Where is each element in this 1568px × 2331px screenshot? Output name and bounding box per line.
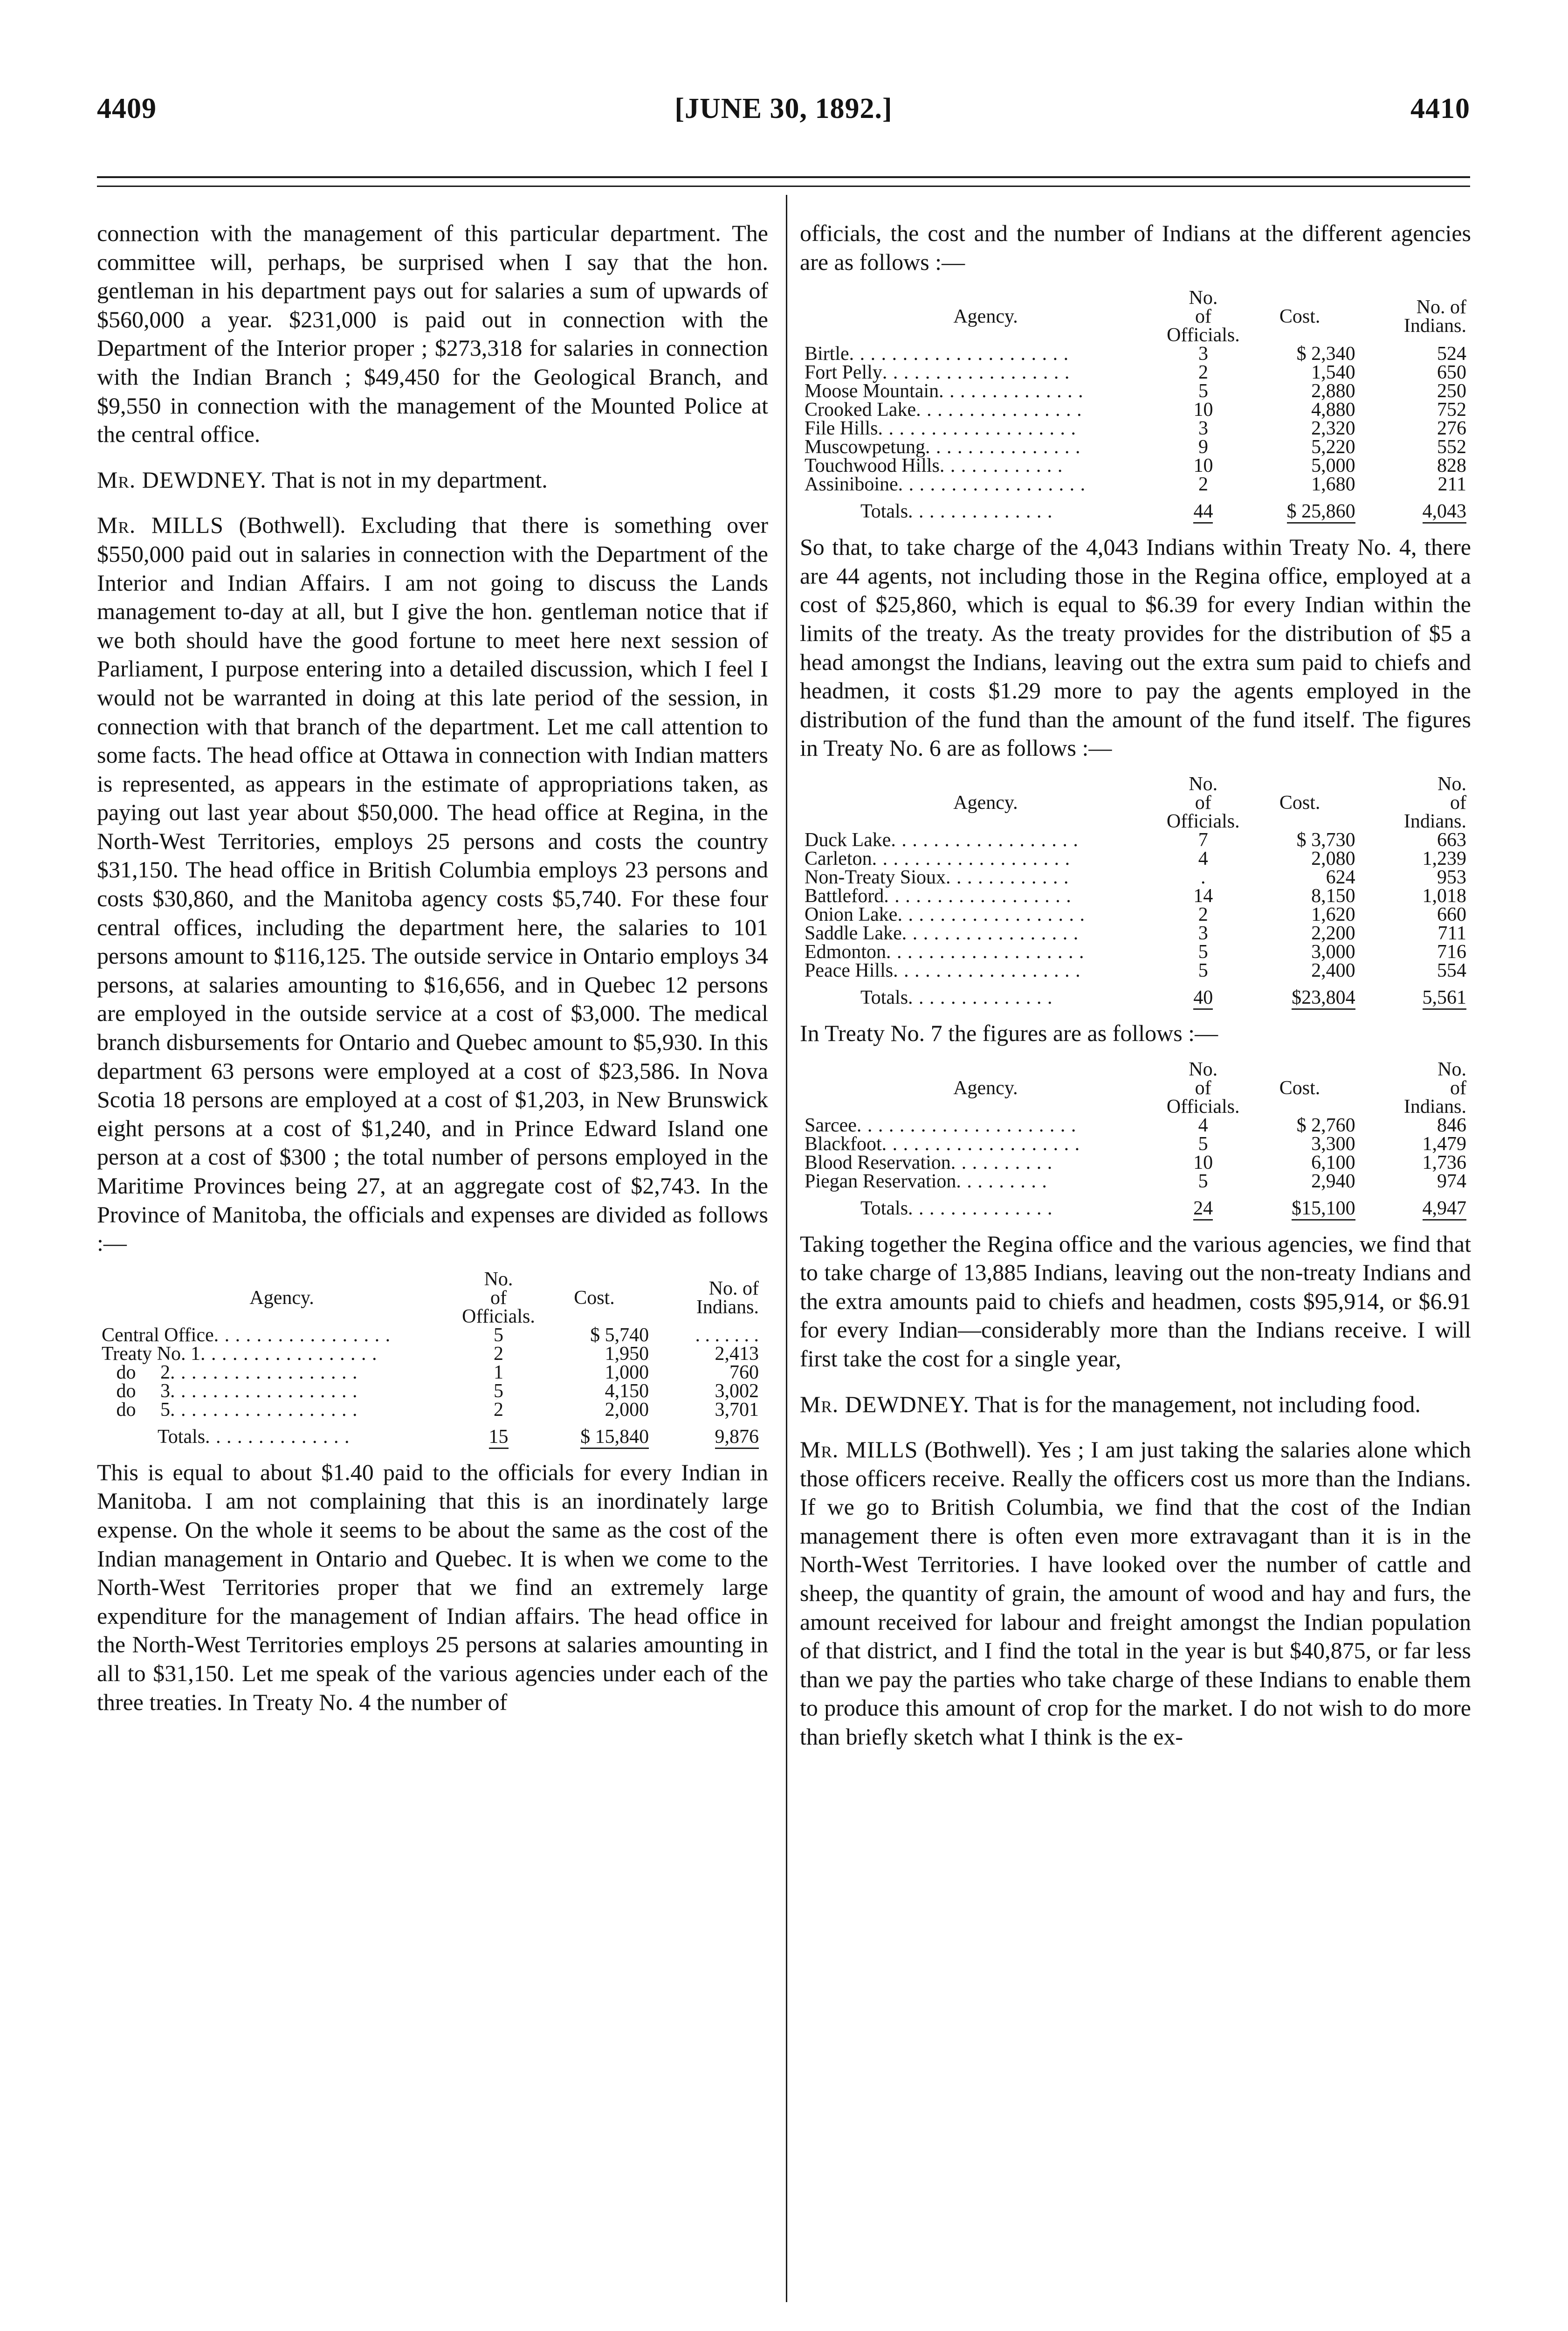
cost-cell: 2,200: [1311, 922, 1355, 944]
officials-cell: 14: [1193, 885, 1213, 907]
totals-cost-value: $15,100: [1292, 1198, 1355, 1221]
officials-cell: 1: [494, 1361, 503, 1383]
indians-cell: 276: [1437, 418, 1466, 440]
officials-cell: 5: [1198, 959, 1208, 981]
agency-name: Assiniboine: [805, 474, 898, 496]
agency-name: Saddle Lake: [805, 922, 902, 944]
indians-cell: 752: [1437, 399, 1466, 421]
dot-leader: . . . . . . . . . . . . . . . . . .: [882, 362, 1070, 384]
agency-name: Blackfoot: [805, 1133, 882, 1155]
treaty7-table: [805, 1060, 1466, 1218]
officials-cell: 3: [1198, 418, 1208, 440]
speaker-name: Mr. DEWDNEY.: [97, 466, 267, 493]
paragraph: connection with the management of this particular department. The committee will, perhaps, be surprised when I say that the hon. gentleman in his department pays out for salaries a sum of upwards of $560,000 a year. $231,000 is paid out in connection with the Department of the Interior proper ; $273,318 for salaries in connection with the Indian Branch ; $49,450 for the Geological Branch, and $9,550 in connection with the management of the Mounted Police at the central office.: [97, 220, 768, 448]
totals-label-cell: [805, 980, 1167, 1007]
agency-cell: [102, 1400, 462, 1419]
totals-officials-value: 24: [1193, 1198, 1213, 1221]
agency-name: Central Office: [102, 1324, 214, 1346]
totals-cost-value: $23,804: [1292, 987, 1355, 1010]
agency-name: Edmonton: [805, 941, 886, 963]
officials-cell: 3: [1198, 343, 1208, 365]
agency-cell: [805, 1172, 1167, 1191]
col-cost: Cost.: [1279, 306, 1320, 328]
agency-name: do 3: [102, 1380, 170, 1402]
agency-cell: [805, 400, 1167, 419]
table-row: [102, 1345, 759, 1363]
paragraph: In Treaty No. 7 the figures are as follows :—: [800, 1020, 1218, 1046]
dot-leader: . . . . . . . . . . . . . . .: [925, 436, 1081, 458]
col-cost: Cost.: [574, 1287, 615, 1309]
cost-cell: 2,940: [1311, 1170, 1355, 1192]
dot-leader: . . . . . . . . . . . . . .: [908, 986, 1053, 1008]
cost-cell: 8,150: [1311, 885, 1355, 907]
totals-indians-value: 4,947: [1423, 1198, 1467, 1221]
totals-indians: [1360, 980, 1466, 1007]
officials-cell: 5: [1198, 941, 1208, 963]
agency-cell: [805, 1116, 1167, 1135]
agency-cell: [102, 1326, 462, 1345]
table-row: [102, 1400, 759, 1419]
indians-cell: 211: [1437, 474, 1466, 496]
indians-cell: 711: [1437, 922, 1466, 944]
totals-cost-value: $ 15,840: [580, 1426, 649, 1449]
dot-leader: . . . . . . . . . . . . . . . . .: [213, 1324, 391, 1346]
cost-cell: 3,000: [1311, 941, 1355, 963]
officials-cell: 5: [494, 1380, 503, 1402]
totals-label: Totals: [860, 1197, 908, 1219]
dot-leader: . . . . . . . . . . . . . . . . . .: [170, 1399, 358, 1421]
officials-cell: 4: [1198, 1114, 1208, 1136]
indians-cell: 552: [1437, 436, 1466, 458]
indians-cell: 1,018: [1422, 885, 1466, 907]
totals-row: [805, 1191, 1466, 1218]
agency-cell: [805, 868, 1167, 887]
dot-leader: . . . . . . . . . . . . . . . . . .: [893, 959, 1081, 981]
dot-leader: . . . . . . . . . . . . . . . . . .: [897, 903, 1085, 925]
dot-leader: . . . . . . . . . . . .: [939, 455, 1063, 477]
dot-leader: . . . . . . . . . . . . . . . . .: [901, 922, 1079, 944]
cost-cell: 2,320: [1311, 418, 1355, 440]
officials-cell: 5: [1198, 380, 1208, 402]
indians-cell: 3,701: [715, 1399, 759, 1421]
totals-label: Totals: [158, 1426, 206, 1448]
table-row: [805, 887, 1466, 905]
speech-text: (Bothwell). Excluding that there is something over $550,000 paid out in salaries in connection with the Department of the Interior and Indian Affairs. I am not going to discuss the Lands management to-day at all, but I give the hon. gentleman notice that if we both should have the good fortune to meet here next session of Parliament, I purpose entering into a detailed discussion, which I feel I would not be warranted in doing at this late period of the session, in connection with that branch of the department. Let me call attention to some facts. The head office at Ottawa in connection with Indian matters is represented, as appears in the estimate of appropriations taken, as paying out last year about $50,000. The head office at Regina, in the North-West Territories, employs 25 persons and costs the country $31,150. The head office in British Columbia employs 23 persons and costs $30,860, and the Manitoba agency costs $5,740. For these four central offices, including the department here, the salaries to 101 persons amount to $116,125. The outside service in Ontario employs 34 persons, at salaries amounting to $16,656, and in Quebec 12 persons are employed in the outside service at a cost of $3,000. The medical branch disbursements for Ontario and Quebec amount to $5,930. In this department 63 persons were employed at a cost of $23,586. In Nova Scotia 18 persons are employed at a cost of $1,203, in New Brunswick eight persons at a cost of $1,240, and in Prince Edward Island one person at a cost of $300 ; the total number of persons employed in the Maritime Provinces being 27, at an aggregate cost of $2,743. In the Province of Manitoba, the officials and expenses are divided as follows :—: [97, 512, 768, 1256]
page-header: [97, 83, 1470, 139]
agency-name: Piegan Reservation: [805, 1170, 956, 1192]
col-cost: Cost.: [1279, 1077, 1320, 1099]
indians-cell: 2,413: [715, 1343, 759, 1365]
dot-leader: . . . . . . . . . . . . . . . . .: [200, 1343, 378, 1365]
officials-cell: 2: [1198, 474, 1208, 496]
totals-indians: [653, 1419, 759, 1446]
table-row: [805, 831, 1466, 849]
col-indians: No. of Indians.: [696, 1277, 759, 1318]
totals-indians-value: 5,561: [1423, 987, 1467, 1010]
agency-cell: [805, 1135, 1167, 1153]
agency-name: File Hills: [805, 418, 878, 440]
table-row: [805, 943, 1466, 961]
column-separator: [786, 195, 787, 2302]
agency-cell: [805, 905, 1167, 924]
agency-cell: [805, 363, 1167, 382]
indians-cell: 846: [1437, 1114, 1466, 1136]
col-agency: Agency.: [953, 1077, 1018, 1099]
officials-cell: 10: [1193, 399, 1213, 421]
agency-name: Fort Pelly: [805, 362, 882, 384]
speaker-name: Mr. MILLS: [800, 1436, 918, 1463]
agency-cell: [805, 831, 1167, 849]
col-officials: No. of Officials.: [1167, 287, 1240, 346]
paragraph: So that, to take charge of the 4,043 Indians within Treaty No. 4, there are 44 agents, not including those in the Regina office, employed at a cost of $25,860, which is equal to $6.39 for every Indian within the limits of the treaty. As the treaty provides for the distribution of $5 a head amongst the Indians, leaving out the extra sum paid to chiefs and headmen, it costs $1.29 more to pay the agents employed in the distribution of the fund than the amount of the fund itself. The figures in Treaty No. 6 are as follows :—: [800, 534, 1471, 761]
indians-cell: 974: [1437, 1170, 1466, 1192]
cost-cell: 1,680: [1311, 474, 1355, 496]
speech-text: That is for the management, not including food.: [969, 1391, 1421, 1417]
totals-cost: [535, 1419, 653, 1446]
dot-leader: . . . . . . . . . . . . . . . . . . .: [878, 418, 1077, 440]
officials-cell: .: [1201, 866, 1206, 888]
dot-leader: . . . . . . . . .: [956, 1170, 1047, 1192]
cost-cell: 5,220: [1311, 436, 1355, 458]
table-row: [805, 400, 1466, 419]
dot-leader: . . . . . . . . . .: [950, 1152, 1053, 1173]
cost-cell: 2,000: [605, 1399, 649, 1421]
manitoba-table: [102, 1270, 759, 1446]
agency-cell: [805, 419, 1167, 438]
officials-cell: 5: [1198, 1133, 1208, 1155]
agency-name: Battleford: [805, 885, 884, 907]
table-row: [805, 868, 1466, 887]
right-column: [800, 219, 1471, 1752]
totals-indians-value: 9,876: [715, 1426, 759, 1449]
totals-label-cell: [805, 1191, 1167, 1218]
totals-officials: [1167, 1191, 1240, 1218]
col-officials: No. of Officials.: [1166, 773, 1240, 832]
table-row: [805, 419, 1466, 438]
cost-cell: $ 3,730: [1296, 829, 1355, 851]
indians-cell: 650: [1437, 362, 1466, 384]
agency-name: Non-Treaty Sioux: [805, 866, 946, 888]
paragraph: [97, 511, 768, 1257]
officials-cell: 7: [1198, 829, 1208, 851]
agency-name: Crooked Lake: [805, 399, 916, 421]
cost-cell: $ 5,740: [590, 1324, 649, 1346]
col-agency: Agency.: [249, 1287, 314, 1309]
agency-name: Peace Hills: [805, 959, 894, 981]
dot-leader: . . . . . . . . . . . . . . . . . .: [884, 885, 1072, 907]
speech-text: (Bothwell). Yes ; I am just taking the salaries alone which those officers receive. Really the officers cost us more than the Indians. If we go to British Columbia, we find that the cost of the Indian management there is often even more extravagant than it is in the North-West Territories. I have looked over the number of cattle and sheep, the quantity of grain, the amount of wood and hay and furs, the amount received for labour and freight amongst the Indian population of that district, and I find the total in the year is but $40,875, or far less than we pay the parties who take charge of these Indians to enable them to produce this amount of crop for the market. I do not wish to do more than briefly sketch what I think is the ex-: [800, 1436, 1471, 1750]
totals-officials-value: 44: [1193, 501, 1213, 524]
agency-name: Birtle: [805, 343, 849, 365]
dot-leader: . . . . . . . . . . . . . . . . . .: [891, 829, 1079, 851]
totals-cost: [1240, 1191, 1360, 1218]
table-row: [805, 924, 1466, 943]
agency-name: Touchwood Hills: [805, 455, 940, 477]
officials-cell: 2: [1198, 903, 1208, 925]
table-row: [805, 1135, 1466, 1153]
table-row: [805, 1116, 1466, 1135]
treaty4-table: [805, 289, 1466, 521]
speaker-name: Mr. MILLS: [97, 512, 224, 538]
officials-cell: 2: [494, 1399, 503, 1421]
cost-cell: 1,620: [1311, 903, 1355, 925]
agency-cell: [805, 345, 1167, 363]
paragraph: [800, 1390, 1471, 1419]
left-page-number: 4409: [97, 93, 157, 124]
agency-cell: [805, 438, 1167, 456]
cost-cell: 4,150: [605, 1380, 649, 1402]
indians-cell: 760: [729, 1361, 759, 1383]
cost-cell: 1,540: [1311, 362, 1355, 384]
paragraph: Taking together the Regina office and the various agencies, we find that to take charge of 13,885 Indians, leaving out the non-treaty Indians and the extra amounts paid to chiefs and headmen, costs $95,914, or $6.91 for every Indian—considerably more than the Indians receive. I will first take the cost for a single year,: [800, 1230, 1471, 1372]
totals-row: [805, 494, 1466, 521]
dot-leader: . . . . . . . . . . . . . . . . . . . . .: [856, 1114, 1077, 1136]
agency-cell: [805, 961, 1167, 980]
totals-cost: [1240, 980, 1360, 1007]
cost-cell: 624: [1326, 866, 1355, 888]
table-row: [805, 1153, 1466, 1172]
officials-cell: 4: [1198, 848, 1208, 869]
agency-cell: [805, 943, 1167, 961]
dot-leader: . . . . . . . . . . . . . . . . . .: [170, 1361, 358, 1383]
totals-indians: [1360, 494, 1466, 521]
table-row: [805, 961, 1466, 980]
indians-cell: 953: [1437, 866, 1466, 888]
dot-leader: . . . . . . . . . . . . . .: [205, 1426, 350, 1448]
totals-cost-value: $ 25,860: [1287, 501, 1355, 524]
officials-cell: 2: [1198, 362, 1208, 384]
dot-leader: . . . . . . . . . . . . . . . . . .: [170, 1380, 358, 1402]
dot-leader: . . . . . . . . . . . . . .: [908, 501, 1053, 523]
indians-cell: 828: [1437, 455, 1466, 477]
paragraph: This is equal to about $1.40 paid to the officials for every Indian in Manitoba. I am not complaining that this is an inordinately large expense. On the whole it seems to be about the same as the cost of the Indian management in Ontario and Quebec. It is when we come to the North-West Territories proper that we find an extremely large expenditure for the management of Indian affairs. The head office in the North-West Territories employs 25 persons at salaries amounting in all to $31,150. Let me speak of the various agencies under each of the three treaties. In Treaty No. 4 the number of: [97, 1459, 768, 1715]
agency-name: Onion Lake: [805, 903, 898, 925]
agency-name: Carleton: [805, 848, 872, 869]
col-indians: No. of Indians.: [1403, 773, 1466, 832]
officials-cell: 9: [1198, 436, 1208, 458]
agency-cell: [805, 924, 1167, 943]
left-column: [97, 219, 768, 1717]
table-row: [805, 475, 1466, 494]
agency-name: Blood Reservation: [805, 1152, 951, 1173]
totals-row: [102, 1419, 759, 1446]
totals-indians-value: 4,043: [1423, 501, 1467, 524]
speech-text: That is not in my department.: [266, 466, 548, 493]
cost-cell: 2,880: [1311, 380, 1355, 402]
col-officials: No. of Officials.: [462, 1268, 535, 1327]
dot-leader: . . . . . . . . . . . . . .: [939, 380, 1084, 402]
dot-leader: . . . . . . . . . . . . . . . . . .: [898, 474, 1086, 496]
cost-cell: 2,080: [1311, 848, 1355, 869]
paragraph: [97, 466, 768, 495]
agency-cell: [805, 382, 1167, 400]
col-indians: No. of Indians.: [1403, 297, 1466, 337]
agency-name: Treaty No. 1: [102, 1343, 200, 1365]
officials-cell: 2: [494, 1343, 503, 1365]
indians-cell: 663: [1437, 829, 1466, 851]
indians-cell: 250: [1437, 380, 1466, 402]
table-row: [102, 1363, 759, 1382]
officials-cell: 10: [1193, 455, 1213, 477]
indians-cell: 1,736: [1422, 1152, 1466, 1173]
speaker-name: Mr. DEWDNEY.: [800, 1391, 970, 1417]
officials-cell: 5: [494, 1324, 503, 1346]
totals-officials: [1167, 980, 1240, 1007]
agency-name: Duck Lake: [805, 829, 891, 851]
agency-name: Muscowpetung: [805, 436, 925, 458]
totals-cost: [1240, 494, 1360, 521]
table-row: [805, 363, 1466, 382]
totals-indians: [1360, 1191, 1466, 1218]
agency-name: do 5: [102, 1399, 170, 1421]
indians-cell: 3,002: [715, 1380, 759, 1402]
totals-officials-value: 40: [1193, 987, 1213, 1010]
totals-officials: [462, 1419, 535, 1446]
table-row: [805, 382, 1466, 400]
totals-row: [805, 980, 1466, 1007]
table-row: [102, 1382, 759, 1400]
col-agency: Agency.: [953, 792, 1018, 814]
dot-leader: . . . . . . . . . . . . . . . . . . .: [872, 848, 1071, 869]
indians-cell: 1,479: [1422, 1133, 1466, 1155]
paragraph: officials, the cost and the number of Indians at the different agencies are as follows :—: [800, 220, 1471, 275]
agency-cell: [805, 475, 1167, 494]
agency-cell: [805, 887, 1167, 905]
header-rule: [97, 176, 1470, 178]
header-rule-thin: [97, 186, 1470, 187]
cost-cell: $ 2,340: [1296, 343, 1355, 365]
officials-cell: 5: [1198, 1170, 1208, 1192]
table-row: [805, 456, 1466, 475]
officials-cell: 3: [1198, 922, 1208, 944]
table-row: [805, 438, 1466, 456]
paragraph: [800, 1435, 1471, 1752]
indians-cell: 1,239: [1422, 848, 1466, 869]
agency-cell: [805, 849, 1167, 868]
agency-name: Moose Mountain: [805, 380, 939, 402]
cost-cell: 1,950: [605, 1343, 649, 1365]
indians-cell: 554: [1437, 959, 1466, 981]
indians-cell: 524: [1437, 343, 1466, 365]
agency-name: Sarcee: [805, 1114, 857, 1136]
cost-cell: 3,300: [1311, 1133, 1355, 1155]
treaty6-table: [805, 775, 1466, 1007]
dot-leader: . . . . . . . . . . . . . . . . . . .: [881, 1133, 1080, 1155]
table-row: [102, 1326, 759, 1345]
cost-cell: $ 2,760: [1296, 1114, 1355, 1136]
dot-leader: . . . . . . . . . . . . . . . . . . .: [886, 941, 1085, 963]
cost-cell: 1,000: [605, 1361, 649, 1383]
totals-label: Totals: [860, 986, 908, 1008]
totals-officials: [1167, 494, 1240, 521]
cost-cell: 6,100: [1311, 1152, 1355, 1173]
totals-label: Totals: [860, 501, 908, 523]
col-officials: No. of Officials.: [1166, 1058, 1240, 1117]
dot-leader: . . . . . . . . . . . . . . . . . . . . .: [849, 343, 1069, 365]
agency-cell: [805, 456, 1167, 475]
agency-cell: [102, 1382, 462, 1400]
right-page-number: 4410: [1410, 93, 1470, 124]
indians-cell: 660: [1437, 903, 1466, 925]
totals-label-cell: [805, 494, 1167, 521]
indians-cell: . . . . . . .: [695, 1324, 759, 1346]
dot-leader: . . . . . . . . . . . . . .: [908, 1197, 1053, 1219]
page-date-title: [JUNE 30, 1892.]: [674, 93, 893, 124]
agency-cell: [805, 1153, 1167, 1172]
col-indians: No. of Indians.: [1403, 1058, 1466, 1117]
cost-cell: 5,000: [1311, 455, 1355, 477]
col-agency: Agency.: [953, 306, 1018, 328]
table-row: [805, 849, 1466, 868]
indians-cell: 716: [1437, 941, 1466, 963]
totals-label-cell: [102, 1419, 462, 1446]
table-row: [805, 345, 1466, 363]
cost-cell: 2,400: [1311, 959, 1355, 981]
dot-leader: . . . . . . . . . . . . . . . .: [916, 399, 1082, 421]
col-cost: Cost.: [1279, 792, 1320, 814]
dot-leader: . . . . . . . . . . . .: [945, 866, 1069, 888]
agency-cell: [102, 1345, 462, 1363]
agency-cell: [102, 1363, 462, 1382]
officials-cell: 10: [1193, 1152, 1213, 1173]
totals-officials-value: 15: [489, 1426, 509, 1449]
table-row: [805, 905, 1466, 924]
cost-cell: 4,880: [1311, 399, 1355, 421]
table-row: [805, 1172, 1466, 1191]
agency-name: do 2: [102, 1361, 170, 1383]
